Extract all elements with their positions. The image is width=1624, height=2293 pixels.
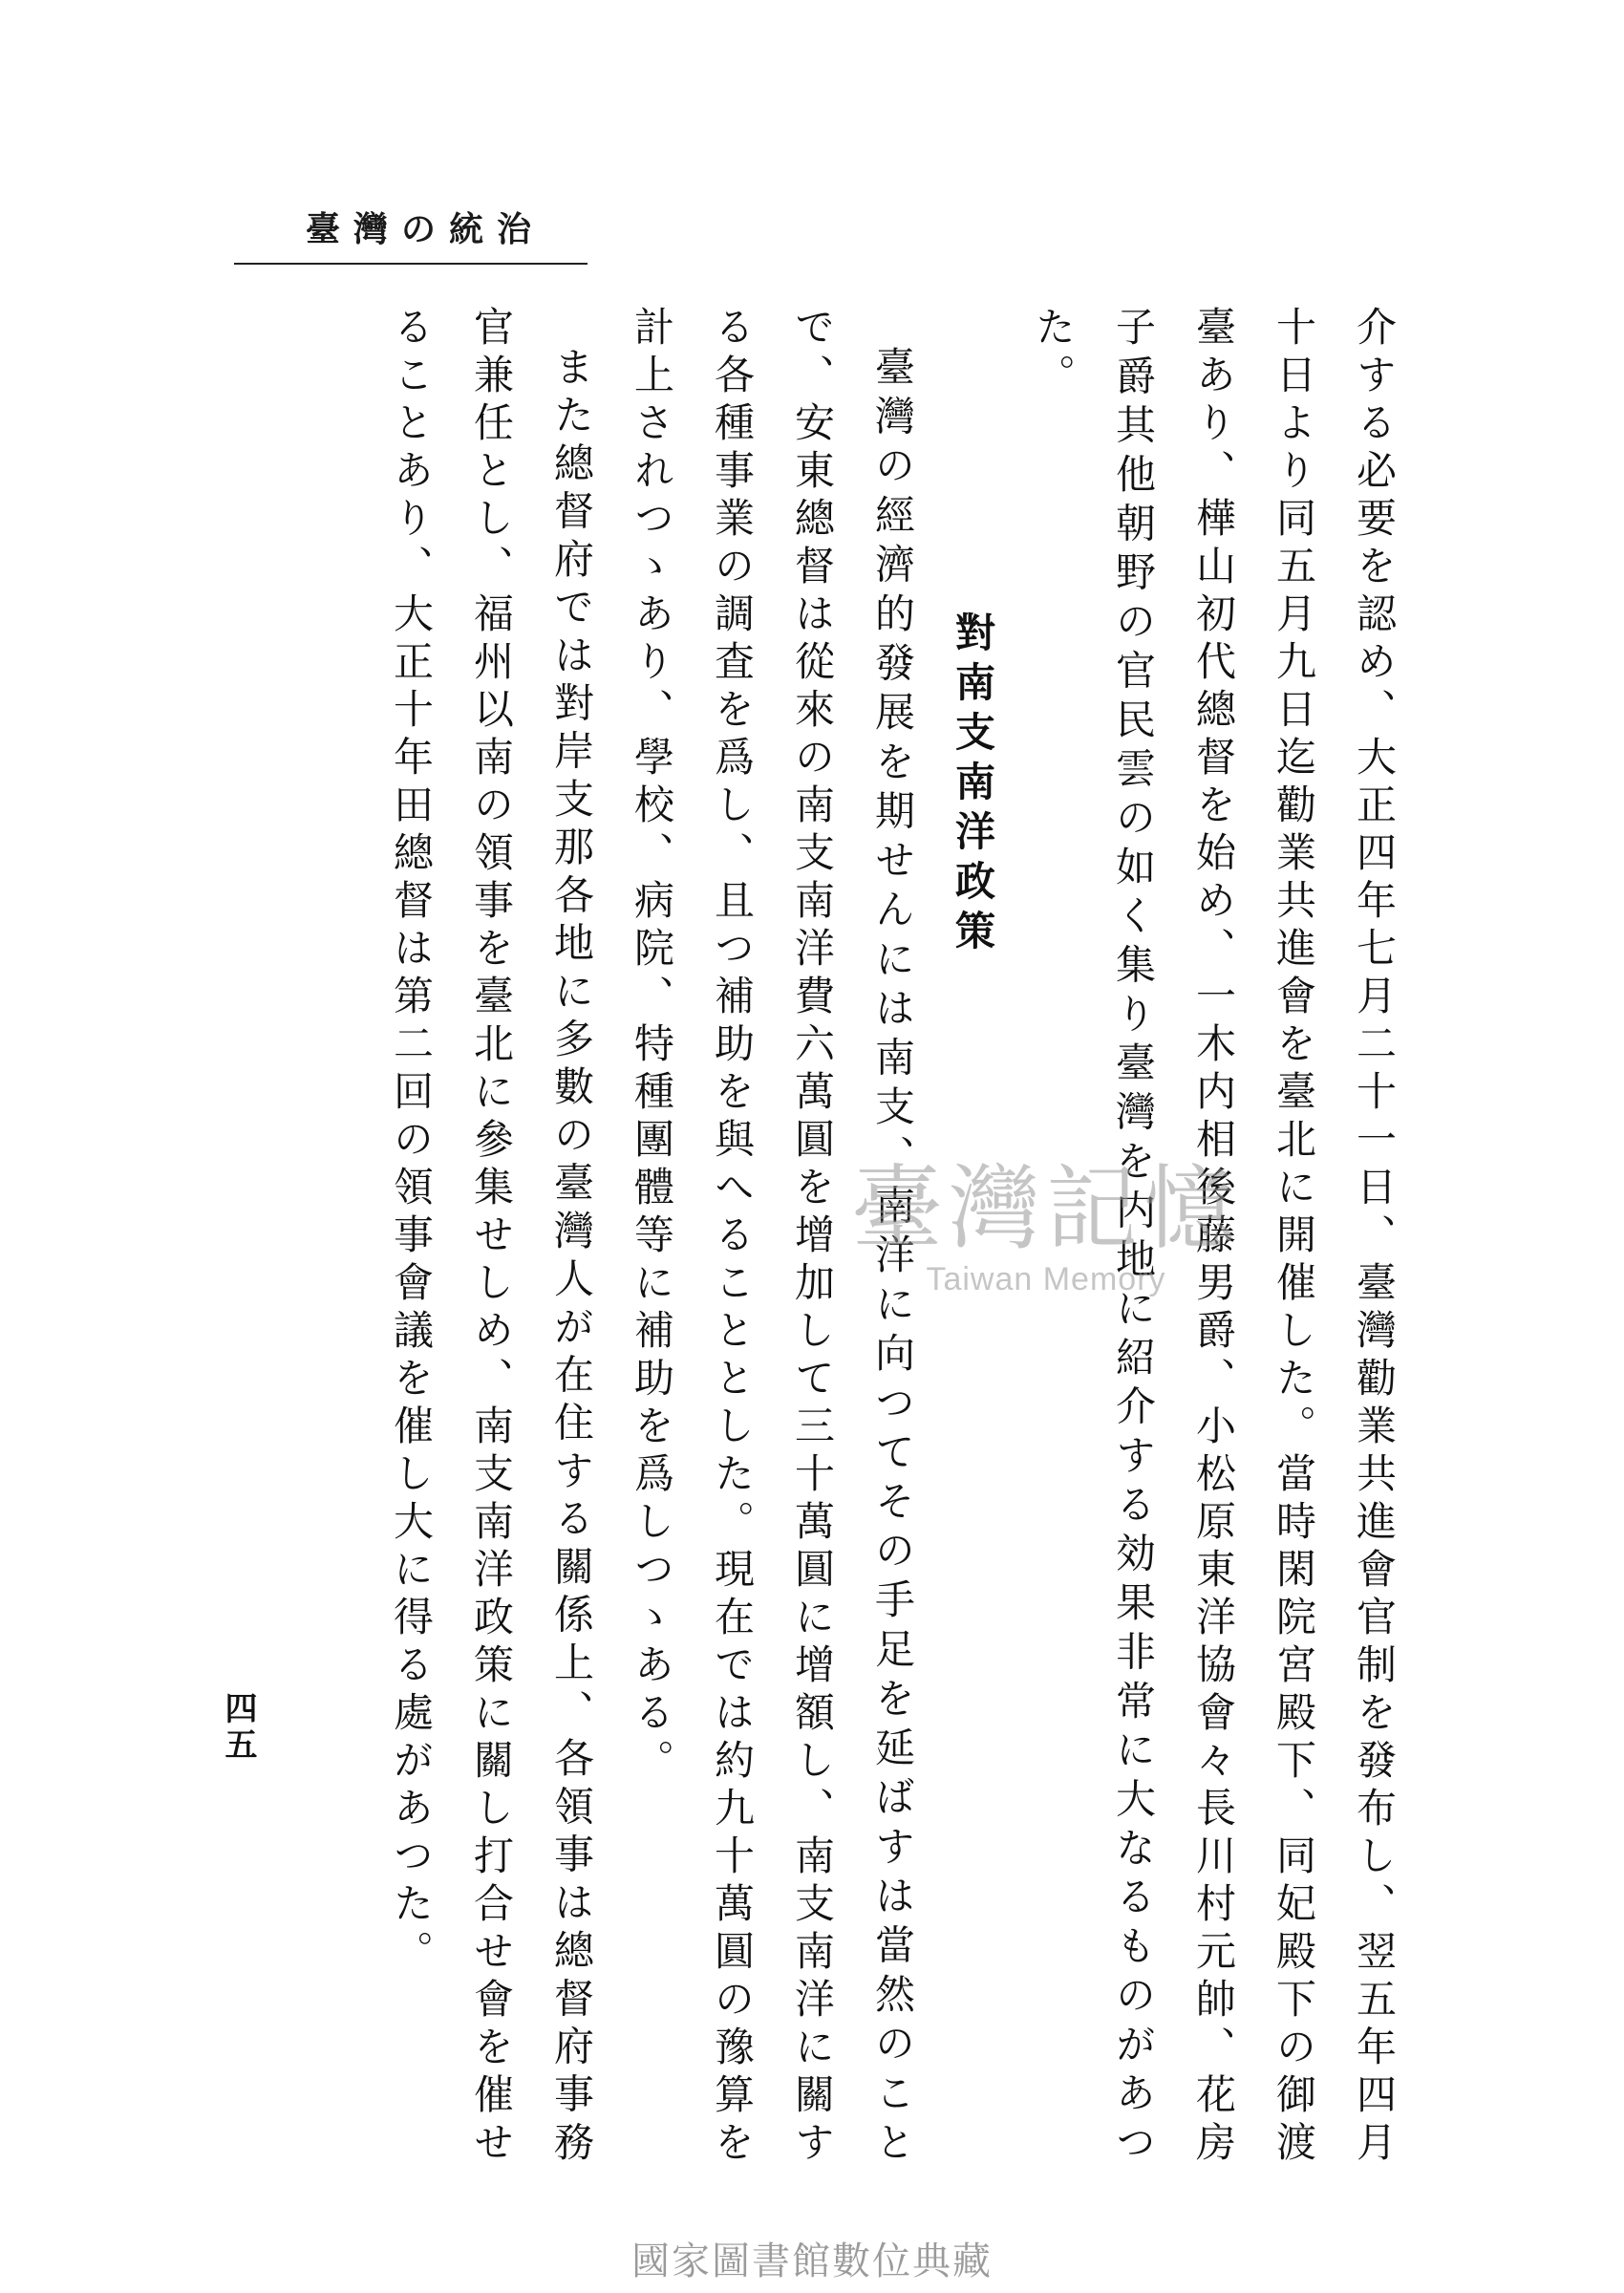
paragraph-3: また總督府では對岸支那各地に多數の臺灣人が在住する關係上、各領事は總督府事務官兼任とし、福州以南の領事を臺北に參集せしめ、南支南洋政策に關し打合せ會を催せることあり、大正十年田總督は第二回の領事會議を催し大に得る處があつた。 (388, 306, 595, 2169)
watermark-main: 臺灣記憶 (851, 1155, 1241, 1262)
header-rule (234, 263, 588, 265)
watermark-sub: Taiwan Memory (926, 1261, 1166, 1297)
page-number: 四五 (219, 1691, 257, 1764)
paragraph-2: 臺灣の經濟的發展を期せんには南支、南洋に向つてその手足を延ばすは當然のことで、安東總督は從來の南支南洋費六萬圓を增加して三十萬圓に增額し、南支南洋に關する各種事業の調査を爲し、且つ補助を與へることとした。現在では約九十萬圓の豫算を計上されつゝあり、學校、病院、特種團體等に補助を爲しつゝある。 (629, 306, 916, 2169)
library-footer: 國家圖書館數位典藏 (631, 2239, 993, 2283)
paragraph-1: 介する必要を認め、大正四年七月二十一日、臺灣勸業共進會官制を發布し、翌五年四月十日より同五月九日迄勸業共進會を臺北に開催した。當時閑院宮殿下、同妃殿下の御渡臺あり、樺山初代總督を始め、一木内相後藤男爵、小松原東洋協會々長川村元帥、花房子爵其他朝野の官民雲の如く集り臺灣を内地に紹介する効果非常に大なるものがあつた。 (1030, 306, 1398, 2169)
body-text (287, 306, 1414, 2169)
section-heading: 對南支南洋政策 (950, 611, 996, 959)
running-title: 臺灣の統治 (305, 209, 545, 249)
